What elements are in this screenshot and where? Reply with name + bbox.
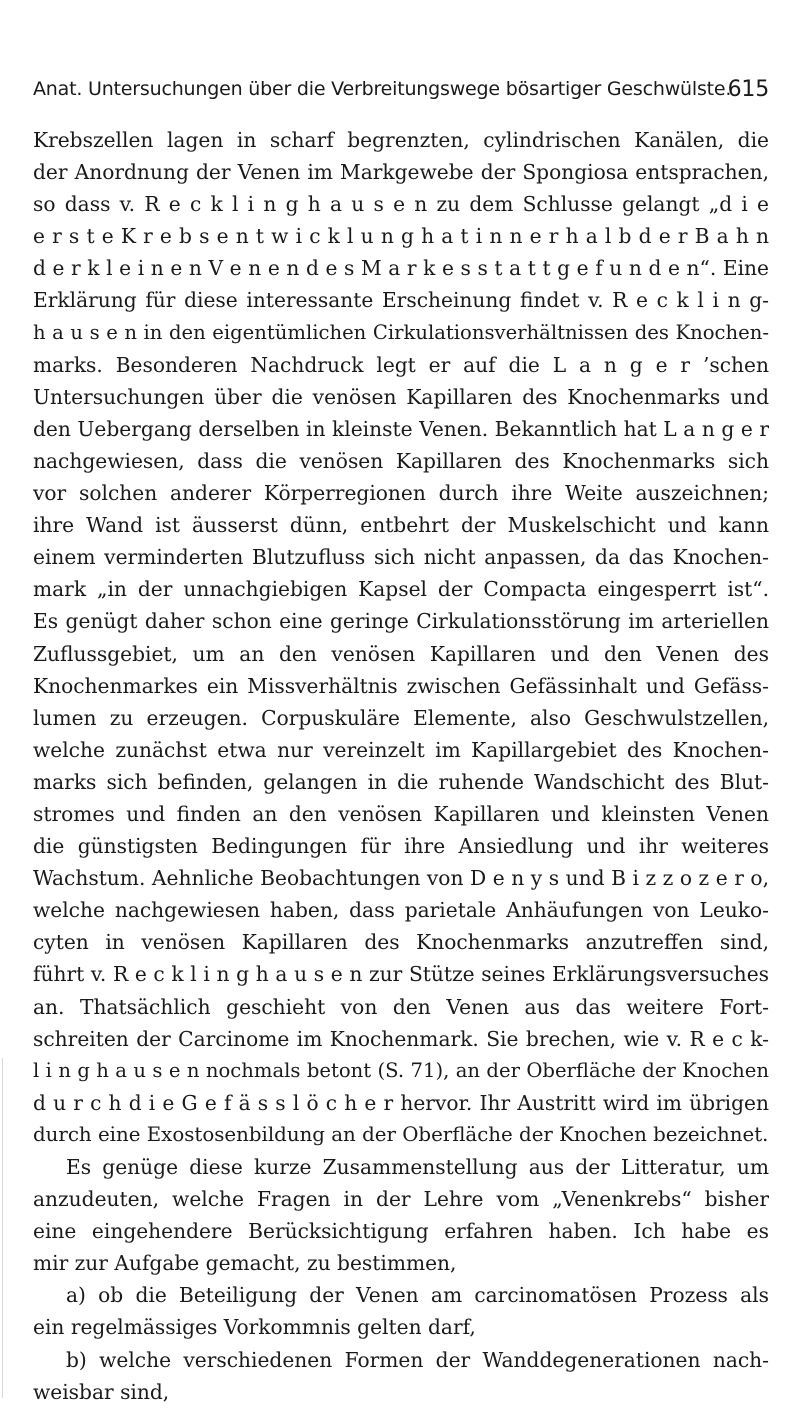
text-line: Wachstum. Aehnliche Beobachtungen von D e n y s und B i z z o z e r o, bbox=[33, 866, 769, 891]
paragraph-first-line: Es genüge diese kurze Zusammenstellung aus der Litteratur, um bbox=[66, 1155, 769, 1179]
text-line: schreiten der Carcinome im Knochenmark. Sie brechen, wie v. R e c k- bbox=[33, 1026, 769, 1051]
text-line: welche zunächst etwa nur vereinzelt im Kapillargebiet des Knochen- bbox=[33, 737, 769, 762]
text-line: stromes und finden an den venösen Kapillaren und kleinsten Venen bbox=[33, 801, 769, 826]
running-title: Anat. Untersuchungen über die Verbreitungswege bösartiger Geschwülste. bbox=[33, 78, 732, 100]
binding-edge-shadow bbox=[2, 1058, 19, 1398]
text-line: Es genügt daher schon eine geringe Cirkulationsstörung im arteriellen bbox=[33, 609, 769, 634]
text-line: nachgewiesen, dass die venösen Kapillaren des Knochenmarks sich bbox=[33, 448, 769, 473]
list-item-b: b) welche verschiedenen Formen der Wanddegenerationen nach- bbox=[66, 1347, 769, 1372]
text-line: cyten in venösen Kapillaren des Knochenmarks anzutreffen sind, bbox=[33, 930, 769, 955]
page-number: 615 bbox=[727, 77, 769, 102]
text-line: e r s t e K r e b s e n t w i c k l u n g h a t i n n e r h a l b d e r B a h n bbox=[33, 224, 769, 249]
text-line: den Uebergang derselben in kleinste Venen. Bekanntlich hat L a n g e r bbox=[33, 416, 769, 441]
text-line: so dass v. R e c k l i n g h a u s e n zu dem Schlusse gelangt „d i e bbox=[33, 192, 769, 217]
text-line: an. Thatsächlich geschieht von den Venen aus das weitere Fort- bbox=[33, 994, 769, 1019]
text-line: h a u s e n in den eigentümlichen Cirkulationsverhältnissen des Knochen- bbox=[33, 320, 769, 344]
text-line: marks. Besonderen Nachdruck legt er auf die L a n g e r ’schen bbox=[33, 352, 769, 377]
text-line: mir zur Aufgabe gemacht, zu bestimmen, bbox=[33, 1251, 457, 1276]
text-line: Knochenmarkes ein Missverhältnis zwischen Gefässinhalt und Gefäss- bbox=[33, 673, 769, 698]
text-line: anzudeuten, welche Fragen in der Lehre vom „Venenkrebs“ bisher bbox=[33, 1187, 769, 1212]
text-line: Zuflussgebiet, um an den venösen Kapillaren und den Venen des bbox=[33, 641, 769, 666]
text-line: vor solchen anderer Körperregionen durch ihre Weite auszeichnen; bbox=[33, 481, 769, 506]
text-line: marks sich befinden, gelangen in die ruhende Wandschicht des Blut- bbox=[33, 769, 769, 794]
body-text bbox=[33, 124, 769, 1408]
text-line: d u r c h d i e G e f ä s s l ö c h e r hervor. Ihr Austritt wird im übrigen bbox=[33, 1090, 769, 1115]
text-line: weisbar sind, bbox=[33, 1379, 170, 1404]
page-header bbox=[33, 78, 769, 108]
text-line: d e r k l e i n e n V e n e n d e s M a r k e s s t a t t g e f u n d e n“. Eine bbox=[33, 256, 769, 281]
text-line: die günstigsten Bedingungen für ihre Ansiedlung und ihr weiteres bbox=[33, 834, 769, 859]
text-line: welche nachgewiesen haben, dass parietale Anhäufungen von Leuko- bbox=[33, 898, 769, 923]
text-line: Krebszellen lagen in scharf begrenzten, cylindrischen Kanälen, die bbox=[33, 128, 769, 152]
text-line: lumen zu erzeugen. Corpuskuläre Elemente, also Geschwulstzellen, bbox=[33, 705, 769, 730]
text-line: eine eingehendere Berücksichtigung erfahren haben. Ich habe es bbox=[33, 1219, 769, 1244]
text-line: durch eine Exostosenbildung an der Oberfläche der Knochen bezeichnet. bbox=[33, 1122, 769, 1146]
list-item-a: a) ob die Beteiligung der Venen am carcinomatösen Prozess als bbox=[66, 1283, 769, 1308]
text-line: ihre Wand ist äusserst dünn, entbehrt der Muskelschicht und kann bbox=[33, 513, 769, 538]
text-line: l i n g h a u s e n nochmals betont (S. 71), an der Oberfläche der Knochen bbox=[33, 1058, 769, 1082]
text-line: Untersuchungen über die venösen Kapillaren des Knochenmarks und bbox=[33, 384, 769, 409]
text-line: Erklärung für diese interessante Erscheinung findet v. R e c k l i n g- bbox=[33, 288, 769, 313]
text-line: führt v. R e c k l i n g h a u s e n zur Stütze seines Erklärungsversuches bbox=[33, 962, 769, 987]
text-line: ein regelmässiges Vorkommnis gelten darf, bbox=[33, 1315, 476, 1340]
text-line: der Anordnung der Venen im Markgewebe der Spongiosa entsprachen, bbox=[33, 160, 769, 185]
text-line: einem verminderten Blutzufluss sich nicht anpassen, da das Knochen- bbox=[33, 545, 769, 570]
text-line: mark „in der unnachgiebigen Kapsel der Compacta eingesperrt ist“. bbox=[33, 577, 769, 602]
